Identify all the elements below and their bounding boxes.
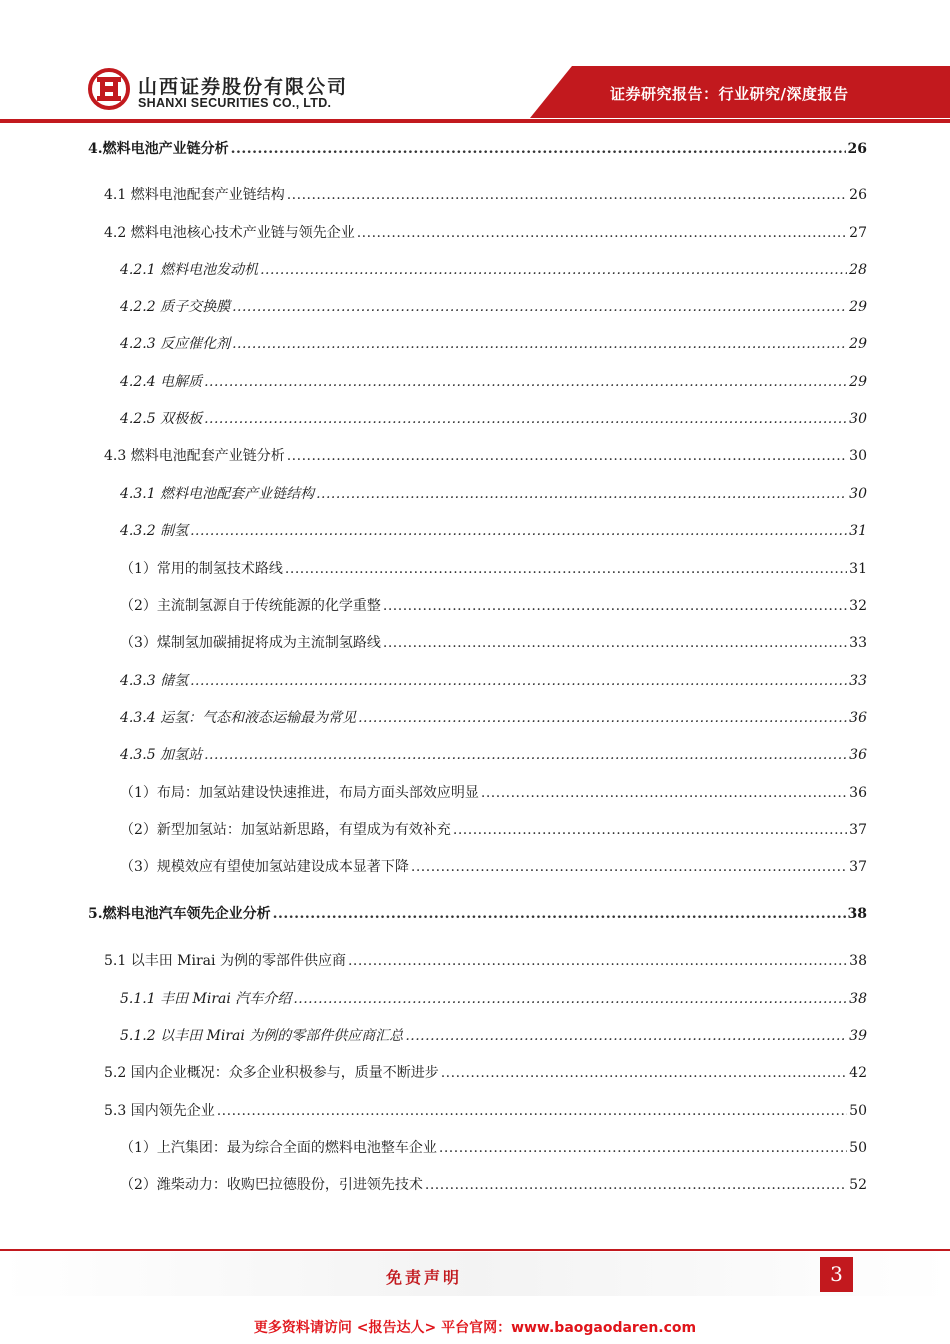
- toc-entry[interactable]: [120, 784, 867, 802]
- toc-entry[interactable]: [104, 1064, 867, 1082]
- toc-entry[interactable]: [120, 1176, 867, 1194]
- toc-entry-page: 29: [849, 299, 867, 315]
- toc-leader-dots: [441, 1064, 847, 1082]
- toc-entry[interactable]: [120, 373, 867, 391]
- toc-leader-dots: [285, 560, 847, 578]
- toc-entry-title: （3）规模效应有望使加氢站建设成本显著下降: [120, 859, 409, 875]
- disclaimer-label[interactable]: 免责声明: [386, 1268, 463, 1287]
- toc-leader-dots: [358, 709, 847, 727]
- toc-entry-title: 4.2.5 双极板: [120, 411, 203, 427]
- toc-entry[interactable]: [120, 672, 867, 690]
- toc-entry[interactable]: [104, 224, 867, 242]
- toc-entry-page: 38: [847, 906, 867, 922]
- toc-leader-dots: [231, 140, 846, 158]
- toc-entry-title: 4.3.4 运氢：气态和液态运输最为常见: [120, 710, 357, 726]
- toc-entry-title: 4.3.5 加氢站: [120, 747, 203, 763]
- header-divider: [0, 119, 950, 123]
- toc-entry-title: 5.3 国内领先企业: [104, 1103, 215, 1119]
- footer-divider: [0, 1249, 950, 1251]
- toc-leader-dots: [316, 485, 847, 503]
- toc-leader-dots: [411, 858, 847, 876]
- toc-leader-dots: [357, 224, 847, 242]
- toc-entry-title: 5.1.1 丰田 Mirai 汽车介绍: [120, 991, 292, 1007]
- toc-leader-dots: [190, 522, 847, 540]
- toc-entry-page: 42: [849, 1065, 867, 1081]
- website-link[interactable]: 更多资料请访问 <报告达人> 平台官网：www.baogaodaren.com: [253, 1320, 697, 1336]
- toc-entry[interactable]: [104, 1102, 867, 1120]
- toc-leader-dots: [383, 597, 847, 615]
- toc-entry-title: （1）布局：加氢站建设快速推进，布局方面头部效应明显: [120, 785, 479, 801]
- toc-entry[interactable]: [120, 261, 867, 279]
- toc-entry[interactable]: [120, 485, 867, 503]
- toc-leader-dots: [204, 373, 847, 391]
- toc-leader-dots: [204, 410, 847, 428]
- toc-leader-dots: [481, 784, 847, 802]
- company-name-en: SHANXI SECURITIES CO., LTD.: [138, 96, 332, 110]
- toc-leader-dots: [204, 746, 847, 764]
- toc-entry-page: 26: [847, 141, 867, 157]
- toc-entry-title: 4.3 燃料电池配套产业链分析: [104, 448, 285, 464]
- toc-entry[interactable]: [120, 858, 867, 876]
- toc-leader-dots: [425, 1176, 847, 1194]
- toc-entry[interactable]: [88, 140, 867, 158]
- toc-leader-dots: [287, 447, 847, 465]
- toc-entry-page: 27: [849, 225, 867, 241]
- toc-entry-page: 39: [849, 1028, 867, 1044]
- toc-entry[interactable]: [120, 1027, 867, 1045]
- toc-entry-title: （1）常用的制氢技术路线: [120, 561, 283, 577]
- toc-entry-page: 36: [849, 710, 867, 726]
- toc-entry-title: （3）煤制氢加碳捕捉将成为主流制氢路线: [120, 635, 381, 651]
- toc-entry-page: 30: [849, 411, 867, 427]
- toc-entry-title: 4.2.2 质子交换膜: [120, 299, 231, 315]
- toc-entry-title: 4.3.1 燃料电池配套产业链结构: [120, 486, 315, 502]
- toc-entry-title: 4.2.1 燃料电池发动机: [120, 262, 259, 278]
- toc-entry[interactable]: [120, 597, 867, 615]
- company-name-cn: 山西证券股份有限公司: [138, 76, 349, 98]
- toc-entry-page: 50: [849, 1140, 867, 1156]
- toc-entry-title: （1）上汽集团：最为综合全面的燃料电池整车企业: [120, 1140, 437, 1156]
- toc-entry-page: 26: [849, 187, 867, 203]
- toc-entry[interactable]: [120, 298, 867, 316]
- toc-entry-page: 37: [849, 822, 867, 838]
- page-number: 3: [820, 1257, 853, 1292]
- toc-entry-page: 38: [849, 953, 867, 969]
- toc-entry-title: 4.3.2 制氢: [120, 523, 189, 539]
- toc-leader-dots: [293, 990, 847, 1008]
- toc-entry-title: （2）新型加氢站：加氢站新思路，有望成为有效补充: [120, 822, 451, 838]
- toc-entry-title: 5.2 国内企业概况：众多企业积极参与，质量不断进步: [104, 1065, 439, 1081]
- toc-entry-page: 36: [849, 747, 867, 763]
- toc-entry-page: 31: [849, 561, 867, 577]
- toc-entry-title: 4.2 燃料电池核心技术产业链与领先企业: [104, 225, 355, 241]
- toc-entry[interactable]: [120, 335, 867, 353]
- toc-entry[interactable]: [104, 186, 867, 204]
- toc-entry-page: 28: [849, 262, 867, 278]
- footer-band: [0, 1252, 950, 1296]
- toc-entry-page: 29: [849, 336, 867, 352]
- toc-entry[interactable]: [120, 821, 867, 839]
- toc-leader-dots: [287, 186, 847, 204]
- toc-leader-dots: [217, 1102, 847, 1120]
- toc-entry[interactable]: [120, 709, 867, 727]
- toc-leader-dots: [383, 634, 847, 652]
- page-header: [0, 0, 950, 130]
- toc-entry-title: 4.3.3 储氢: [120, 673, 189, 689]
- company-logo-icon: [88, 68, 130, 110]
- toc-entry-title: 4.2.3 反应催化剂: [120, 336, 231, 352]
- toc-entry-page: 29: [849, 374, 867, 390]
- toc-entry[interactable]: [104, 447, 867, 465]
- report-type-title: 证券研究报告：行业研究/深度报告: [610, 85, 849, 103]
- toc-entry-title: 4.燃料电池产业链分析: [88, 141, 229, 157]
- toc-entry[interactable]: [120, 410, 867, 428]
- toc-entry[interactable]: [120, 990, 867, 1008]
- toc-entry-title: （2）潍柴动力：收购巴拉德股份，引进领先技术: [120, 1177, 423, 1193]
- toc-leader-dots: [232, 298, 847, 316]
- toc-entry-title: 4.1 燃料电池配套产业链结构: [104, 187, 285, 203]
- toc-entry-page: 50: [849, 1103, 867, 1119]
- toc-entry-title: （2）主流制氢源自于传统能源的化学重整: [120, 598, 381, 614]
- toc-entry-title: 5.1.2 以丰田 Mirai 为例的零部件供应商汇总: [120, 1028, 404, 1044]
- toc-entry[interactable]: [120, 746, 867, 764]
- toc-entry-title: 4.2.4 电解质: [120, 374, 203, 390]
- toc-entry-title: 5.1 以丰田 Mirai 为例的零部件供应商: [104, 953, 346, 969]
- toc-leader-dots: [439, 1139, 847, 1157]
- toc-entry-title: 5.燃料电池汽车领先企业分析: [88, 906, 271, 922]
- toc-entry-page: 52: [849, 1177, 867, 1193]
- toc-entry[interactable]: [88, 905, 867, 923]
- toc-entry[interactable]: [120, 1139, 867, 1157]
- toc-leader-dots: [260, 261, 847, 279]
- toc-entry-page: 36: [849, 785, 867, 801]
- toc-leader-dots: [190, 672, 847, 690]
- toc-entry[interactable]: [120, 522, 867, 540]
- toc-entry-page: 33: [849, 635, 867, 651]
- toc-entry-page: 32: [849, 598, 867, 614]
- toc-leader-dots: [405, 1027, 847, 1045]
- toc-leader-dots: [348, 952, 847, 970]
- toc-leader-dots: [453, 821, 847, 839]
- toc-entry-page: 37: [849, 859, 867, 875]
- toc-entry-page: 31: [849, 523, 867, 539]
- toc-entry-page: 38: [849, 991, 867, 1007]
- toc-entry[interactable]: [120, 560, 867, 578]
- toc-leader-dots: [232, 335, 847, 353]
- toc-entry-page: 30: [849, 448, 867, 464]
- toc-entry[interactable]: [120, 634, 867, 652]
- toc-entry[interactable]: [104, 952, 867, 970]
- toc-leader-dots: [273, 905, 846, 923]
- toc-entry-page: 30: [849, 486, 867, 502]
- toc-entry-page: 33: [849, 673, 867, 689]
